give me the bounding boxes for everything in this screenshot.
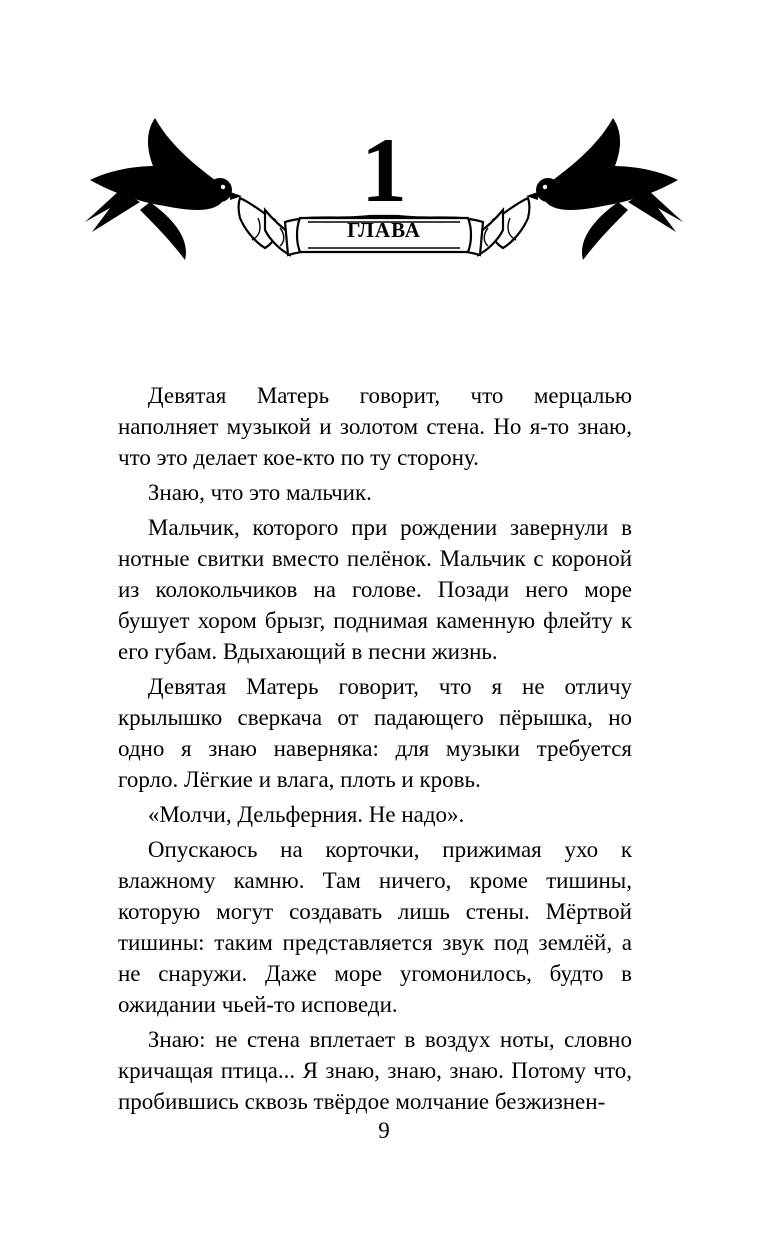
paragraph: Девятая Матерь говорит, что я не отличу крылышко сверкача от падающего пёрышка, но одно я знаю наверняка: для музыки требуется горло. Лёгкие и влага, плоть и кровь.: [118, 674, 632, 792]
chapter-label: ГЛАВА: [347, 218, 421, 242]
chapter-number: 1: [361, 119, 407, 221]
paragraph: Знаю: не стена вплетает в воздух ноты, словно кричащая птица... Я знаю, знаю, знаю. Потому что, пробившись сквозь твёрдое молчание безжизнен-: [118, 1027, 632, 1114]
page-number: 9: [378, 1118, 390, 1143]
paragraph: Девятая Матерь говорит, что мерцалью наполняет музыкой и золотом стена. Но я-то знаю, что это делает кое-кто по ту сторону.: [118, 383, 632, 470]
paragraph: Опускаюсь на корточки, прижимая ухо к влажному камню. Там ничего, кроме тишины, которую могут создавать лишь стены. Мёртвой тишины: таким представляется звук под землёй, а не снаружи. Даже море угомонилось, будто в ожидании чьей-то исповеди.: [118, 837, 632, 1017]
paragraph: «Молчи, Дельферния. Не надо».: [147, 802, 465, 827]
paragraph: Знаю, что это мальчик.: [147, 480, 372, 505]
paragraph: Мальчик, которого при рождении завернули в нотные свитки вместо пелёнок. Мальчик с короной из колокольчиков на голове. Позади него море бушует хором брызг, поднимая каменную флейту к его губам. Вдыхающий в песни жизнь.: [118, 515, 632, 664]
chapter-body: [118, 380, 632, 1117]
